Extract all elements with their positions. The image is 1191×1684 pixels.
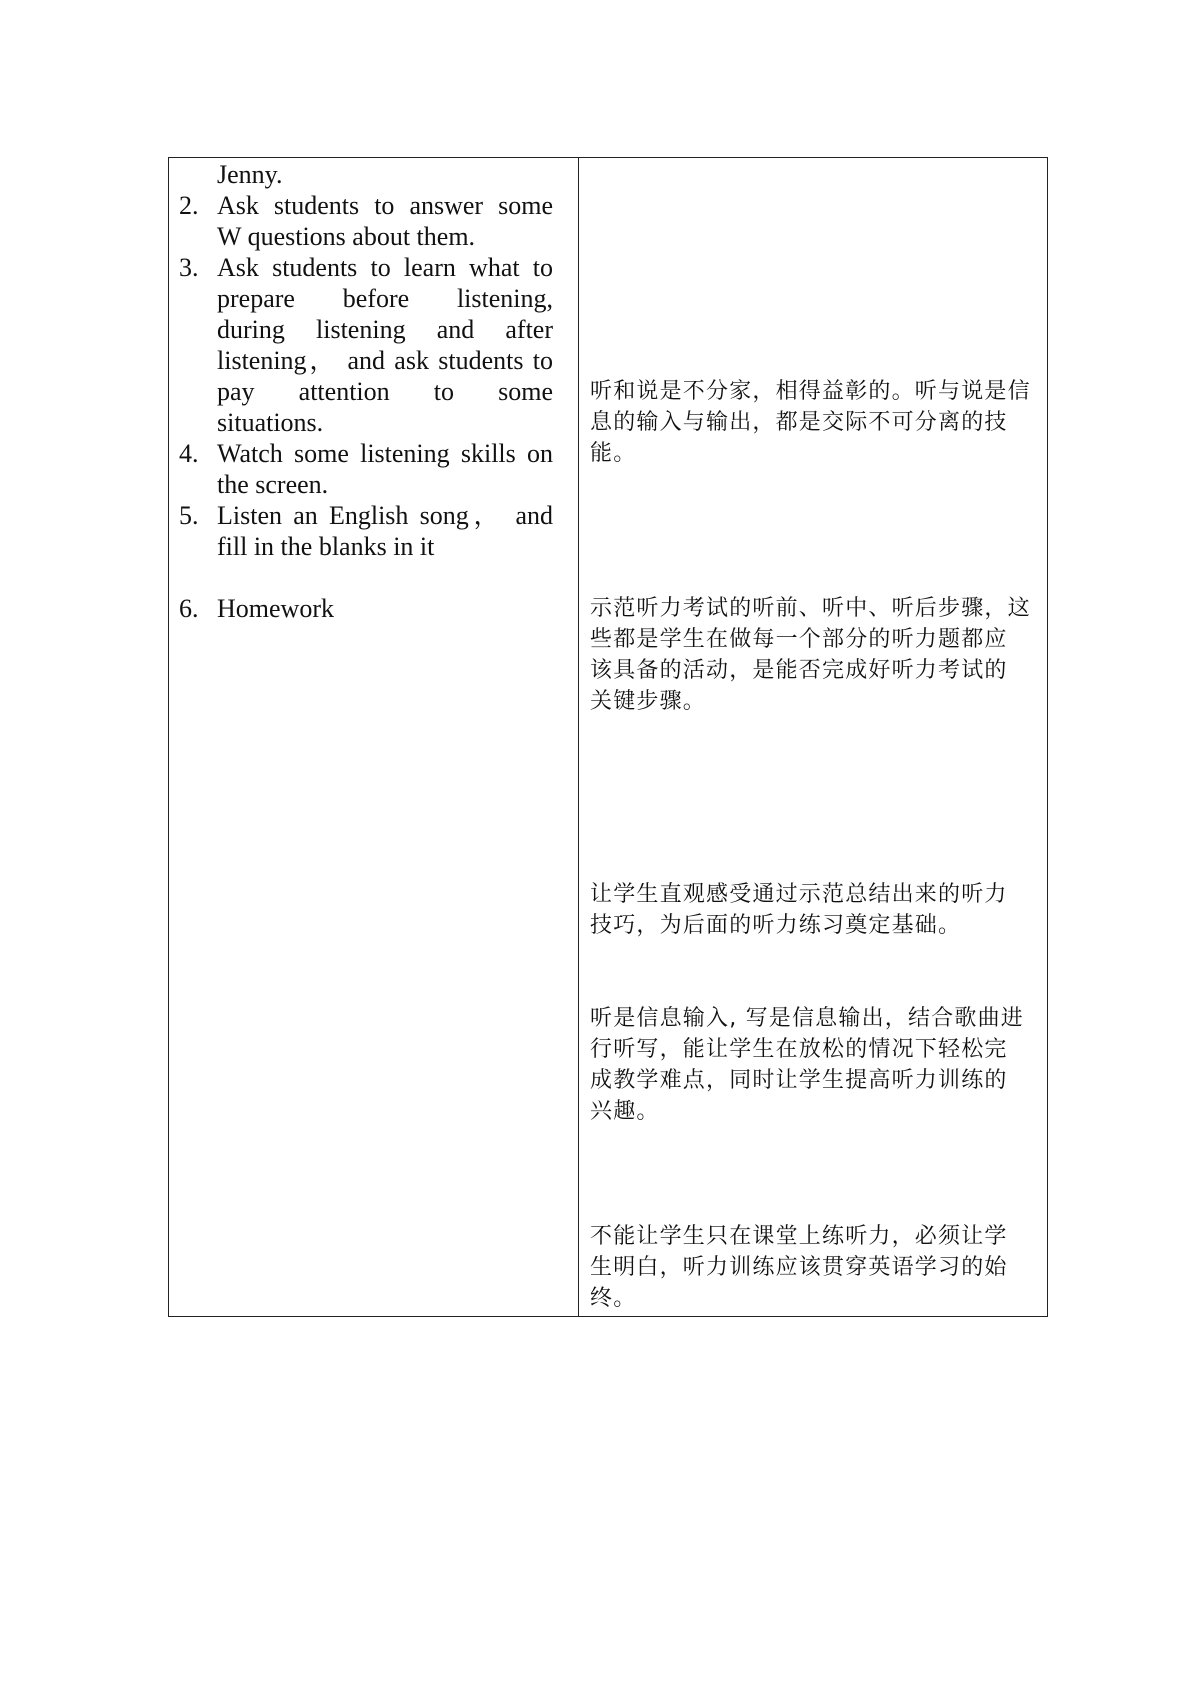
note-line: 些都是学生在做每一个部分的听力题都应 xyxy=(590,627,1008,652)
design-note-4 xyxy=(590,1003,1040,1127)
note-line: 能。 xyxy=(590,441,637,466)
note-line: 生明白，听力训练应该贯穿英语学习的始 xyxy=(590,1255,1008,1280)
note-line: 听和说是不分家，相得益彰的。听与说是信 xyxy=(590,379,1031,404)
note-line: 不能让学生只在课堂上练听力，必须让学 xyxy=(590,1224,1008,1249)
step-number: 3. xyxy=(179,253,199,282)
step-3-line-5: pay attention to some xyxy=(217,377,553,406)
step-3-line-2: prepare before listening, xyxy=(217,284,553,313)
step-number: 5. xyxy=(179,501,199,530)
design-intent-column xyxy=(579,158,1047,1316)
step-number: 4. xyxy=(179,439,199,468)
step-3-line-4: listening， and ask students to xyxy=(217,346,553,375)
note-line: 息的输入与输出，都是交际不可分离的技 xyxy=(590,410,1008,435)
design-note-3 xyxy=(590,879,1040,941)
note-line: 技巧，为后面的听力练习奠定基础。 xyxy=(590,913,962,938)
design-note-2 xyxy=(590,593,1040,717)
note-line: 示范听力考试的听前、听中、听后步骤，这 xyxy=(590,596,1031,621)
design-note-1 xyxy=(590,376,1040,469)
note-line: 成教学难点，同时让学生提高听力训练的 xyxy=(590,1068,1008,1093)
step-3-line-3: during listening and after xyxy=(217,315,553,344)
step-3-line-6: situations. xyxy=(217,408,324,437)
note-line: 关键步骤。 xyxy=(590,689,707,714)
note-line: 该具备的活动，是能否完成好听力考试的 xyxy=(590,658,1008,683)
step-6-line-1: Homework xyxy=(217,594,334,623)
step-3-line-1: Ask students to learn what to xyxy=(217,253,553,282)
note-line: 终。 xyxy=(590,1286,637,1311)
step-2-line-2: W questions about them. xyxy=(217,222,476,251)
note-line: 行听写，能让学生在放松的情况下轻松完 xyxy=(590,1037,1008,1062)
note-line: 兴趣。 xyxy=(590,1099,660,1124)
note-line: 听是信息输入, 写是信息输出，结合歌曲进 xyxy=(590,1006,1024,1031)
step-5-line-2: fill in the blanks in it xyxy=(217,532,435,561)
step-number: 6. xyxy=(179,594,199,623)
step-2-line-1: Ask students to answer some xyxy=(217,191,553,220)
step-continuation: Jenny. xyxy=(217,160,283,189)
step-number: 2. xyxy=(179,191,199,220)
design-note-5 xyxy=(590,1221,1040,1314)
step-5-line-1: Listen an English song， and xyxy=(217,501,553,530)
step-4-line-1: Watch some listening skills on xyxy=(217,439,553,468)
note-line: 让学生直观感受通过示范总结出来的听力 xyxy=(590,882,1008,907)
lesson-plan-table xyxy=(168,157,1048,1317)
teaching-steps-column xyxy=(169,158,578,1316)
step-4-line-2: the screen. xyxy=(217,470,329,499)
